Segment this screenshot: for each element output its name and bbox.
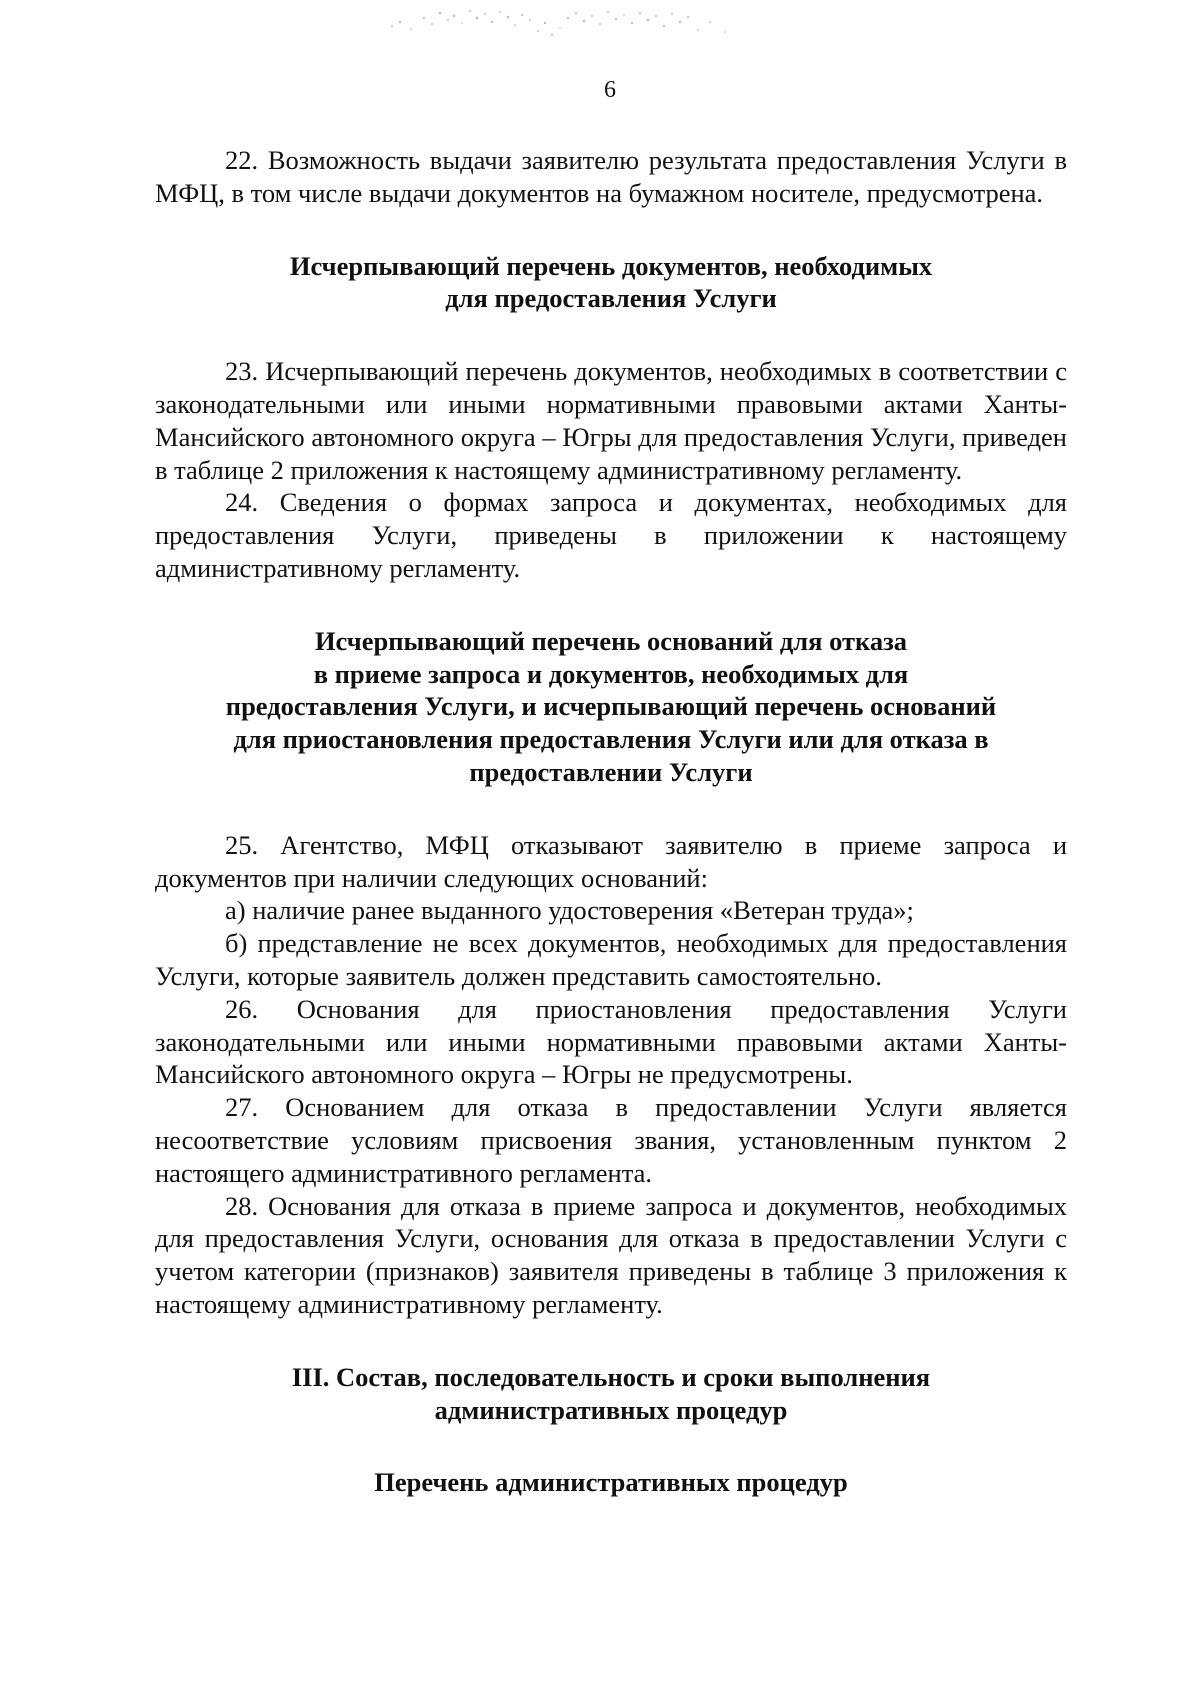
heading-line: в приеме запроса и документов, необходимых для [313, 658, 909, 689]
heading-line: предоставлении Услуги [469, 756, 753, 787]
heading-documents-list [155, 250, 1067, 316]
paragraph-26: 26. Основания для приостановления предоставления Услуги законодательными или иными нормативными правовыми актами Ханты-Мансийского автономного округа – Югры не предусмотрены. [155, 993, 1067, 1090]
heading-line: Исчерпывающий перечень документов, необходимых [289, 250, 933, 281]
heading-line: предоставления Услуги, и исчерпывающий перечень оснований [225, 691, 997, 722]
heading-line: для предоставления Услуги [445, 283, 777, 314]
heading-refusal-grounds [155, 625, 1067, 789]
paragraph-28: 28. Основания для отказа в приеме запроса и документов, необходимых для предоставления Услуги, основания для отказа в предоставлении Услуги с учетом категории (признаков) заявителя приведены в таблице 3 приложения к настоящему административному регламенту. [155, 1190, 1067, 1319]
paragraph-27: 27. Основанием для отказа в предоставлении Услуги является несоответствие условиям присвоения звания, установленным пунктом 2 настоящего административного регламента. [155, 1092, 1067, 1188]
heading-line: Исчерпывающий перечень оснований для отказа [314, 625, 908, 656]
paragraph-25b: б) представление не всех документов, необходимых для предоставления Услуги, которые заявитель должен представить самостоятельно. [155, 928, 1067, 991]
paragraph-25: 25. Агентство, МФЦ отказывают заявителю в приеме запроса и документов при наличии следующих оснований: [155, 829, 1067, 893]
heading-line: Перечень административных процедур [374, 1467, 848, 1498]
heading-line: для приостановления предоставления Услуги или для отказа в [233, 724, 989, 755]
page-number: 6 [604, 77, 616, 103]
scan-speckle [380, 4, 750, 44]
paragraph-24: 24. Сведения о формах запроса и документах, необходимых для предоставления Услуги, приведены в приложении к настоящему административному регламенту. [155, 487, 1067, 583]
document-body [155, 144, 1067, 1499]
paragraph-25a: а) наличие ранее выданного удостоверения «Ветеран труда»; [225, 895, 914, 926]
heading-line: административных процедур [434, 1394, 788, 1425]
heading-line: III. Состав, последовательность и сроки выполнения [291, 1361, 931, 1392]
paragraph-22: 22. Возможность выдачи заявителю результата предоставления Услуги в МФЦ, в том числе выдачи документов на бумажном носителе, предусмотрена. [155, 145, 1067, 208]
heading-section-iii [155, 1361, 1067, 1427]
heading-procedures-list [155, 1466, 1067, 1499]
paragraph-23: 23. Исчерпывающий перечень документов, необходимых в соответствии с законодательными или иными нормативными правовыми актами Ханты-Мансийского автономного округа – Югры для предоставления Услуги, приведен в таблице 2 приложения к настоящему административному регламенту. [155, 356, 1067, 485]
